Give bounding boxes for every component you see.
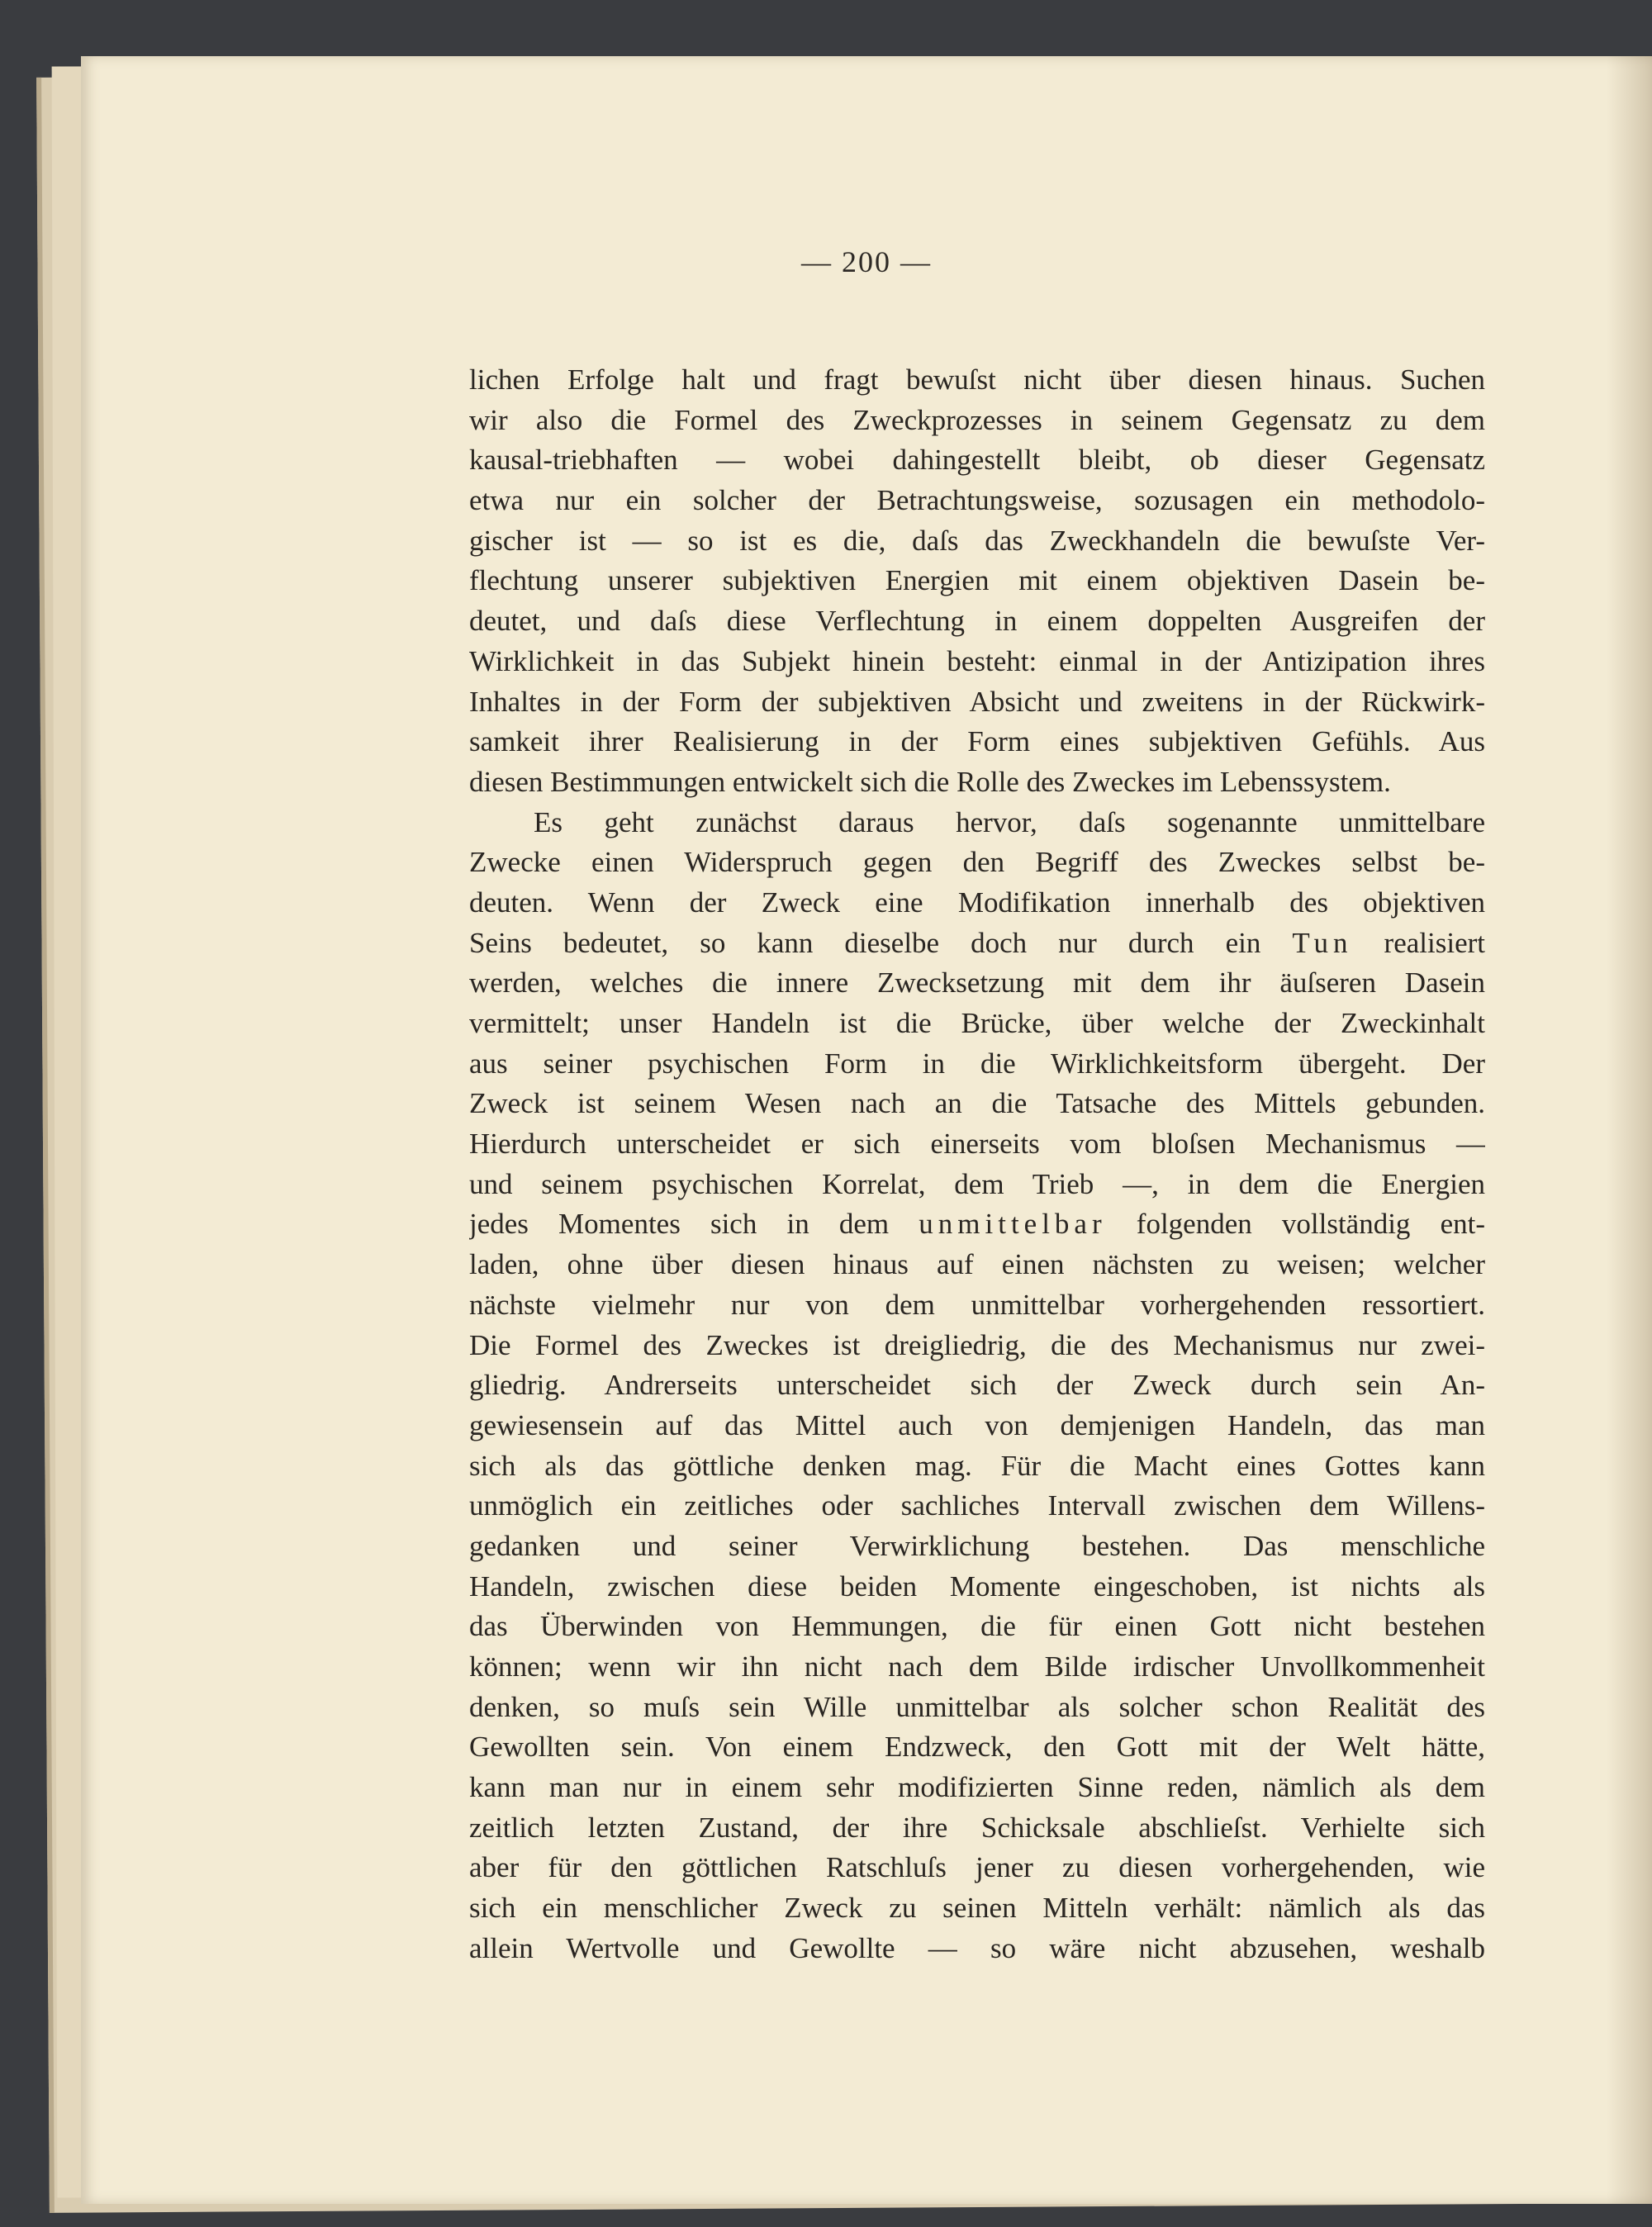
text-line: das Überwinden von Hemmungen, die für einen Gott nicht bestehen (469, 1610, 1485, 1643)
text-line: diesen Bestimmungen entwickelt sich die Rolle des Zweckes im Lebenssystem. (469, 765, 1391, 798)
text-line: samkeit ihrer Realisierung in der Form eines subjektiven Gefühls. Aus (469, 725, 1485, 758)
text-line: gischer ist — so ist es die, daſs das Zweckhandeln die bewuſste Ver- (469, 524, 1485, 557)
text-line: Handeln, zwischen diese beiden Momente eingeschoben, ist nichts als (469, 1569, 1485, 1603)
text-line: aber für den göttlichen Ratschluſs jener zu diesen vorhergehenden, wie (469, 1851, 1485, 1884)
text-line: kann man nur in einem sehr modifizierten Sinne reden, nämlich als dem (469, 1771, 1485, 1804)
text-line: Zweck ist seinem Wesen nach an die Tatsache des Mittels gebunden. (469, 1087, 1485, 1120)
emphasis-word: Tun (1292, 926, 1353, 959)
text-line: denken, so muſs sein Wille unmittelbar als solcher schon Realität des (469, 1690, 1485, 1723)
text-line: gewiesensein auf das Mittel auch von demjenigen Handeln, das man (469, 1408, 1485, 1441)
text-line: sich als das göttliche denken mag. Für die Macht eines Gottes kann (469, 1449, 1485, 1482)
text-line: Inhaltes in der Form der subjektiven Absicht und zweitens in der Rückwirk- (469, 685, 1485, 718)
text-line: deuten. Wenn der Zweck eine Modifikation innerhalb des objektiven (469, 886, 1485, 919)
body-text (469, 360, 1485, 1969)
text-line: nächste vielmehr nur von dem unmittelbar vorhergehenden ressortiert. (469, 1288, 1485, 1321)
text-line: Die Formel des Zweckes ist dreigliedrig, die des Mechanismus nur zwei- (469, 1328, 1485, 1361)
text-line: unmöglich ein zeitliches oder sachliches Intervall zwischen dem Willens- (469, 1489, 1485, 1522)
text-line: können; wenn wir ihn nicht nach dem Bilde irdischer Unvollkommenheit (469, 1650, 1485, 1683)
text-line: laden, ohne über diesen hinaus auf einen nächsten zu weisen; welcher (469, 1248, 1485, 1281)
text-line: zeitlich letzten Zustand, der ihre Schicksale abschlieſst. Verhielte sich (469, 1811, 1485, 1844)
text-line: allein Wertvolle und Gewollte — so wäre nicht abzusehen, weshalb (469, 1931, 1485, 1964)
text-line: etwa nur ein solcher der Betrachtungsweise, sozusagen ein methodolo- (469, 484, 1485, 517)
text-line: wir also die Formel des Zweckprozesses in seinem Gegensatz zu dem (469, 403, 1485, 436)
emphasis-word: unmittelbar (919, 1208, 1107, 1241)
text-line: aus seiner psychischen Form in die Wirklichkeitsform übergeht. Der (469, 1047, 1485, 1080)
text-line: Gewollten sein. Von einem Endzweck, den Gott mit der Welt hätte, (469, 1731, 1485, 1764)
text-line: Wirklichkeit in das Subjekt hinein besteht: einmal in der Antizipation ihres (469, 644, 1485, 677)
text-line: gedanken und seiner Verwirklichung bestehen. Das menschliche (469, 1529, 1485, 1562)
text-line: Seins bedeutet, so kann dieselbe doch nur durch ein Tun realisiert (469, 926, 1485, 959)
page-number: — 200 — (801, 245, 932, 278)
text-line: jedes Momentes sich in dem unmittelbar folgenden vollständig ent- (469, 1208, 1485, 1241)
text-line: lichen Erfolge halt und fragt bewuſst nicht über diesen hinaus. Suchen (469, 363, 1485, 396)
text-line: vermittelt; unser Handeln ist die Brücke, über welche der Zweckinhalt (469, 1007, 1485, 1039)
text-line: gliedrig. Andrerseits unterscheidet sich der Zweck durch sein An- (469, 1369, 1485, 1402)
page-gutter-shadow (1607, 56, 1652, 2204)
text-line: Hierdurch unterscheidet er sich einerseits vom bloſsen Mechanismus — (469, 1128, 1485, 1161)
text-line: kausal-triebhaften — wobei dahingestellt bleibt, ob dieser Gegensatz (469, 444, 1485, 477)
text-line: und seinem psychischen Korrelat, dem Trieb —, in dem die Energien (469, 1167, 1485, 1200)
text-line: werden, welches die innere Zwecksetzung mit dem ihr äuſseren Dasein (469, 966, 1485, 1000)
book-page (81, 56, 1652, 2204)
text-line: sich ein menschlicher Zweck zu seinen Mitteln verhält: nämlich als das (469, 1892, 1485, 1925)
text-line: deutet, und daſs diese Verflechtung in einem doppelten Ausgreifen der (469, 605, 1485, 638)
text-line: flechtung unserer subjektiven Energien mit einem objektiven Dasein be- (469, 564, 1485, 597)
text-line: Zwecke einen Widerspruch gegen den Begriff des Zweckes selbst be- (469, 846, 1485, 879)
text-line: Es geht zunächst daraus hervor, daſs sogenannte unmittelbare (534, 805, 1485, 838)
